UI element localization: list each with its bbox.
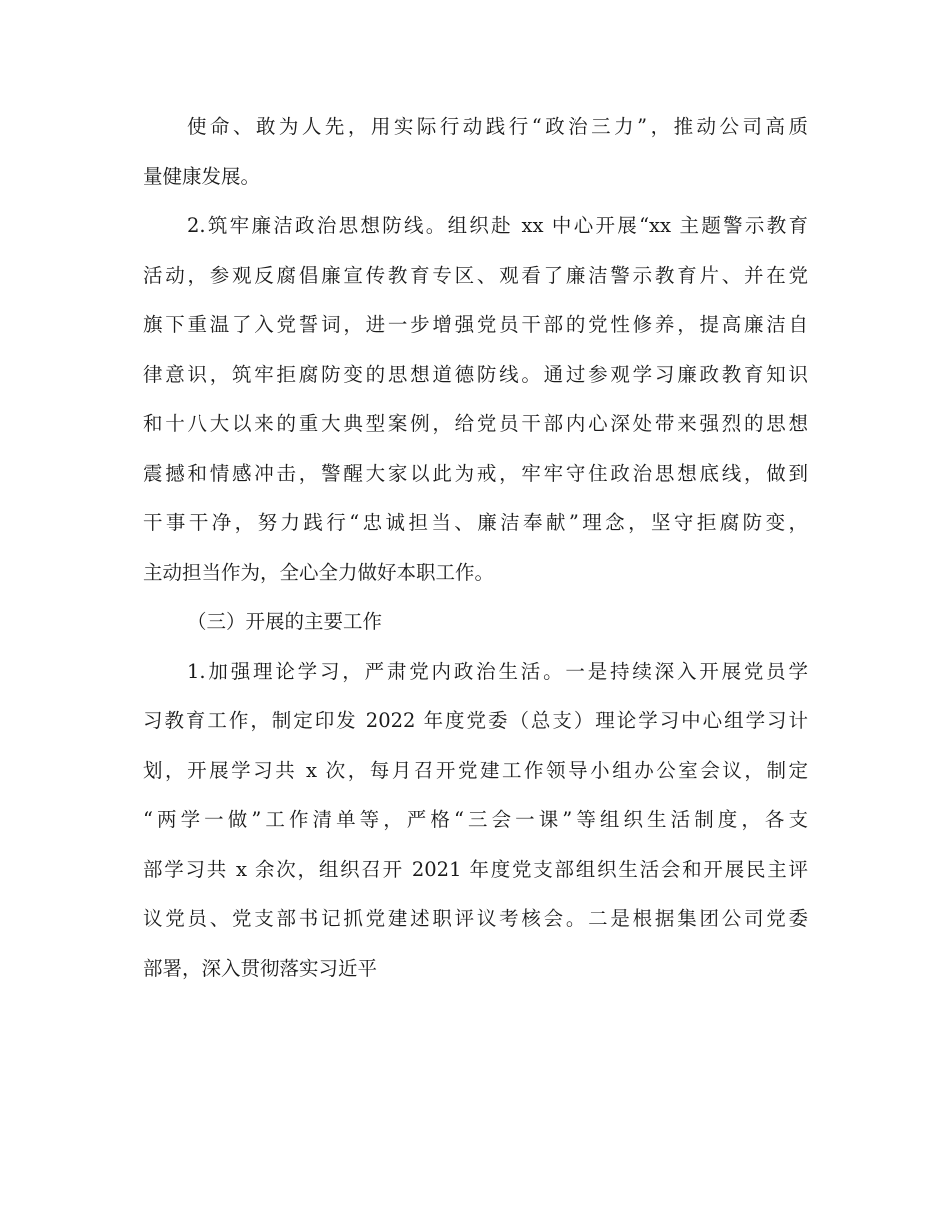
- text-line: 和十八大以来的重大典型案例，给党员干部内心深处带来强烈的思想: [143, 412, 808, 435]
- text-line: 律意识，筑牢拒腐防变的思想道德防线。通过参观学习廉政教育知识: [143, 362, 808, 386]
- text-line: 部学习共 x 余次，组织召开 2021 年度党支部组织生活会和开展民主评: [143, 857, 808, 881]
- text-line: 使命、敢为人先，用实际行动践行“政治三力”，推动公司高质: [187, 115, 808, 138]
- text-line: 2.筑牢廉洁政治思想防线。组织赴 xx 中心开展“xx 主题警示教育: [187, 214, 808, 237]
- text-line: “两学一做”工作清单等，严格“三会一课”等组织生活制度，各支: [143, 808, 808, 831]
- text-line: 主动担当作为，全心全力做好本职工作。: [143, 560, 495, 584]
- text-line: 划，开展学习共 x 次，每月召开党建工作领导小组办公室会议，制定: [143, 758, 808, 782]
- body-text: [143, 102, 808, 993]
- text-line: 部署，深入贯彻落实习近平: [143, 956, 378, 980]
- text-line: 干事干净，努力践行“忠诚担当、廉洁奉献”理念，坚守拒腐防变，: [143, 511, 808, 534]
- section-heading: （三）开展的主要工作: [187, 610, 383, 633]
- text-line: 量健康发展。: [143, 164, 261, 188]
- text-line: 习教育工作，制定印发 2022 年度党委（总支）理论学习中心组学习计: [143, 709, 808, 732]
- text-line: 震撼和情感冲击，警醒大家以此为戒，牢牢守住政治思想底线，做到: [143, 461, 808, 485]
- text-line: 1.加强理论学习，严肃党内政治生活。一是持续深入开展党员学: [187, 659, 808, 683]
- text-line: 旗下重温了入党誓词，进一步增强党员干部的党性修养，提高廉洁自: [143, 313, 808, 336]
- text-line: 活动，参观反腐倡廉宣传教育专区、观看了廉洁警示教育片、并在党: [143, 263, 808, 287]
- text-line: 议党员、党支部书记抓党建述职评议考核会。二是根据集团公司党委: [143, 907, 808, 930]
